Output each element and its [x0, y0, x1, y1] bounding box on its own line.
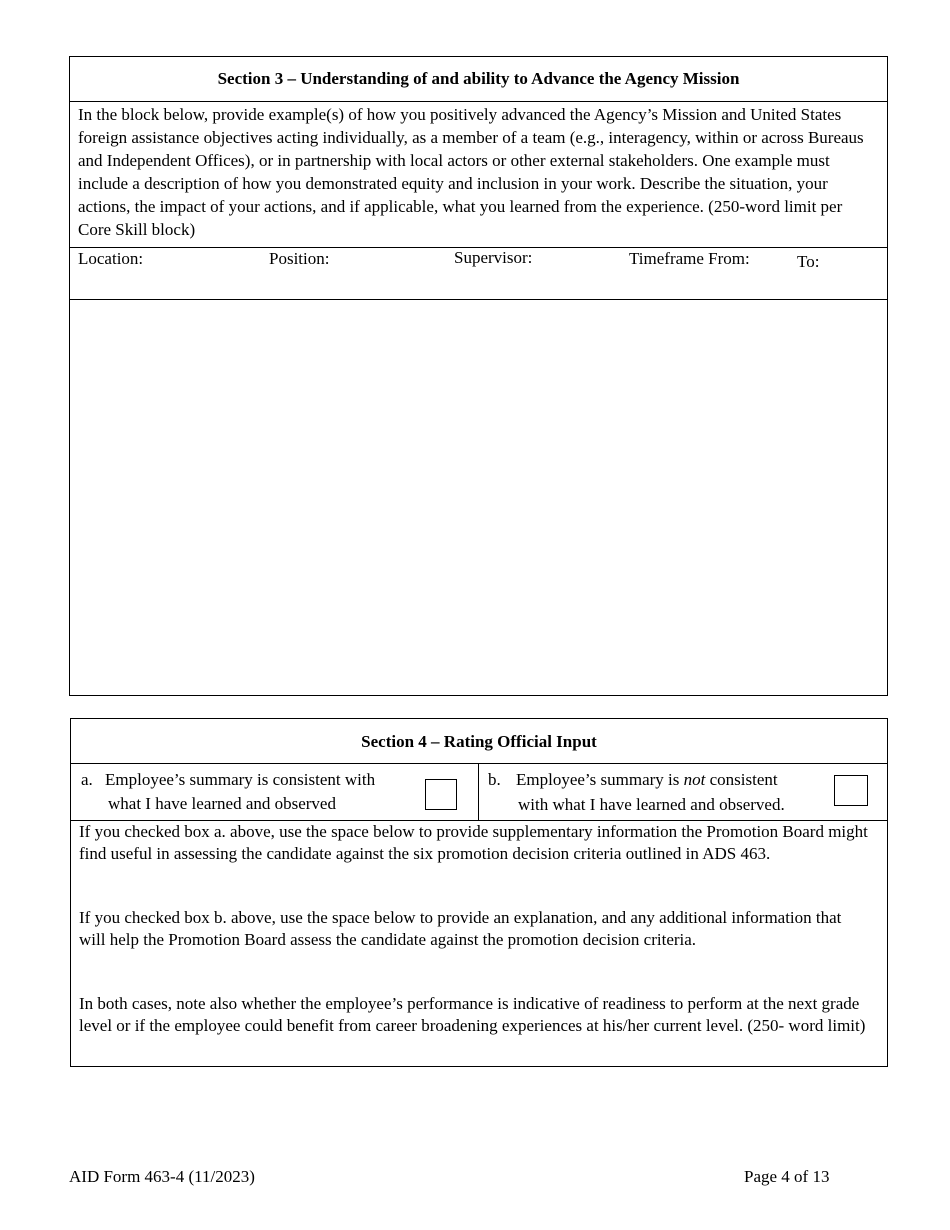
- section-4-para-2: If you checked box b. above, use the space below to provide an explanation, and any additional information that will help the Promotion Board assess the candidate against the promotion decision criteria.: [79, 908, 842, 949]
- timeframe-to-label: To:: [797, 252, 820, 271]
- section-3-box: [69, 56, 888, 696]
- option-a-text-line2: what I have learned and observed: [108, 794, 336, 813]
- page-number: Page 4 of 13: [744, 1167, 830, 1186]
- option-b-text-pre: Employee’s summary is: [516, 770, 684, 789]
- section-4-title-divider: [71, 763, 887, 764]
- section-4-title: Section 4 – Rating Official Input: [361, 732, 597, 751]
- section-4-para-3: In both cases, note also whether the employee’s performance is indicative of readiness to perform at the next grade level or if the employee could benefit from career broadening experiences at his/her current level. (250- word limit): [79, 994, 866, 1035]
- option-a-marker: a.: [81, 770, 93, 789]
- option-b-text-line2: with what I have learned and observed.: [518, 795, 785, 814]
- section-4-box: [70, 718, 888, 1067]
- timeframe-from-label: Timeframe From:: [629, 249, 750, 268]
- section-3-title: Section 3 – Understanding of and ability to Advance the Agency Mission: [217, 69, 740, 88]
- option-a-text-line1: Employee’s summary is consistent with: [105, 770, 376, 789]
- section-3-response-area[interactable]: [70, 300, 887, 695]
- form-id: AID Form 463-4 (11/2023): [69, 1167, 255, 1186]
- option-b-text-post: consistent: [705, 770, 778, 789]
- options-divider: [478, 763, 479, 820]
- supervisor-label: Supervisor:: [454, 248, 533, 267]
- option-b-checkbox[interactable]: [834, 775, 868, 806]
- position-label: Position:: [269, 249, 330, 268]
- location-label: Location:: [78, 249, 144, 268]
- option-b-marker: b.: [488, 770, 501, 789]
- section-3-title-divider: [70, 101, 887, 102]
- option-a-checkbox[interactable]: [425, 779, 457, 810]
- option-b-text-line1: [516, 770, 778, 790]
- section-4-para-1: If you checked box a. above, use the space below to provide supplementary information the Promotion Board might find useful in assessing the candidate against the six promotion decision criteria outlined in ADS 463.: [79, 822, 868, 863]
- option-b-text-emph: not: [683, 770, 706, 789]
- section-3-instructions: In the block below, provide example(s) of how you positively advanced the Agency’s Mission and United States foreign assistance objectives acting individually, as a member of a team (e.g., interagency, within or across Bureaus and Independent Offices), or in partnership with local actors or other external stakeholders. One example must include a description of how you demonstrated equity and inclusion in your work. Describe the situation, your actions, the impact of your actions, and if applicable, what you learned from the experience. (250-word limit per Core Skill block): [78, 105, 864, 239]
